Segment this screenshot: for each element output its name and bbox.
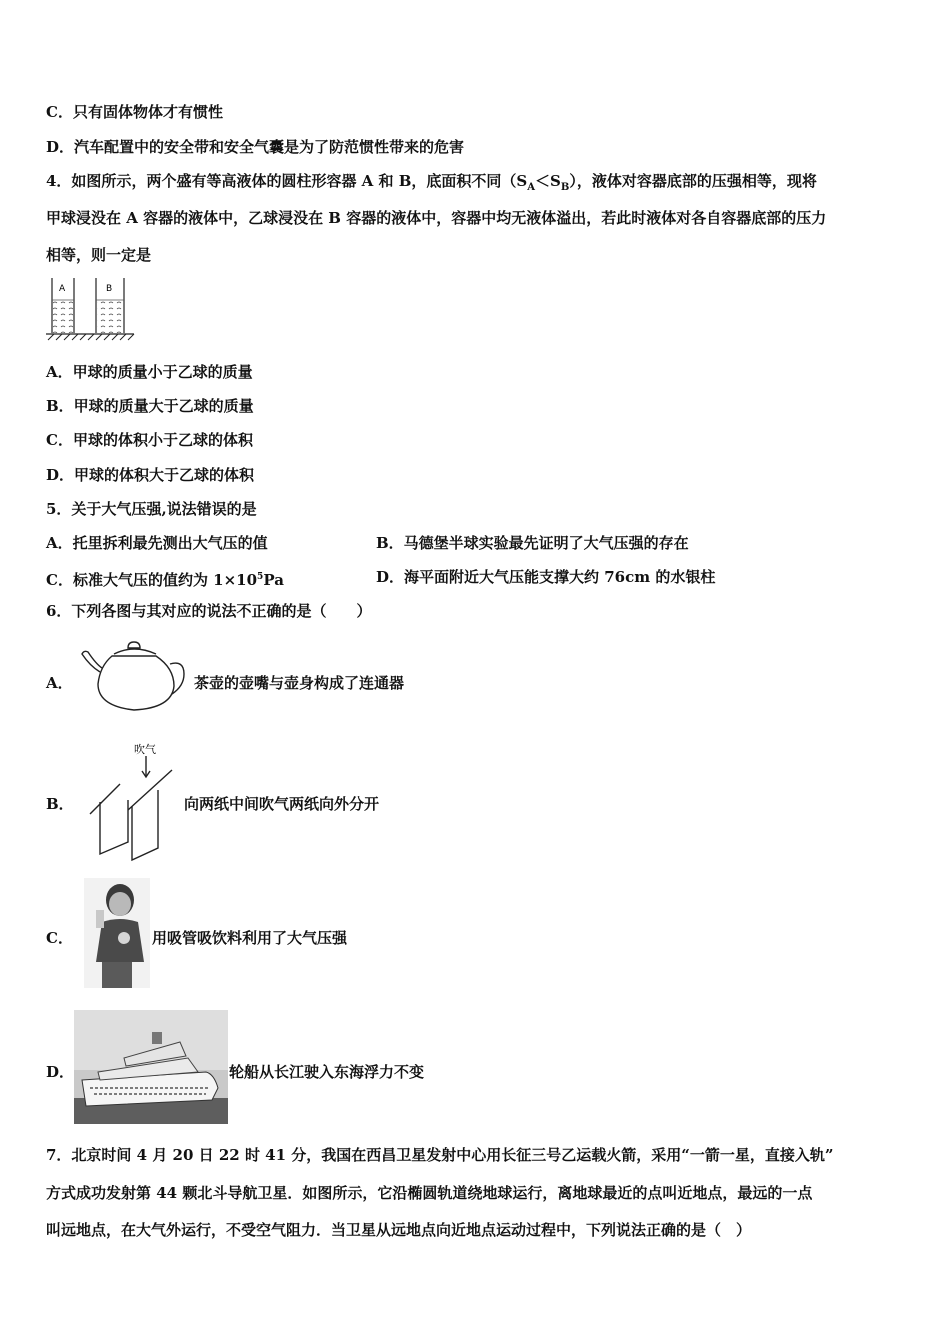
ship-figure xyxy=(74,1010,228,1124)
container-b-label: B xyxy=(106,284,113,294)
container-b xyxy=(96,278,124,333)
q7-stem-line3: 叫远地点，在大气外运行，不受空气阻力．当卫星从远地点向近地点运动过程中，下列说法正确的是（ ） xyxy=(46,1221,752,1239)
q5-option-c-text: C．标准大气压的值约为 1×10 xyxy=(46,571,258,589)
q3-option-d: D．汽车配置中的安全带和安全气囊是为了防范惯性带来的危害 xyxy=(46,138,465,156)
q4-stem-line3: 相等，则一定是 xyxy=(46,246,152,264)
q4-stem-line2: 甲球浸没在 A 容器的液体中，乙球浸没在 B 容器的液体中，容器中均无液体溢出，若此时液体对各自容器底部的压力 xyxy=(46,209,827,227)
q4-stem-text-b: ），液体对容器底部的压强相等，现将 xyxy=(569,172,817,190)
boy-drinking-figure xyxy=(84,878,150,988)
q7-stem-line1: 7．北京时间 4 月 20 日 22 时 41 分，我国在西昌卫星发射中心用长征三号乙运载火箭，采用“一箭一星，直接入轨” xyxy=(46,1146,834,1164)
q7-stem-line2: 方式成功发射第 44 颗北斗导航卫星．如图所示，它沿椭圆轨道绕地球运行，离地球最近的点叫近地点，最远的一点 xyxy=(46,1184,813,1202)
teapot-figure xyxy=(78,638,190,716)
q6-option-b-letter: B． xyxy=(46,795,74,813)
container-a xyxy=(52,278,74,333)
q6-option-c-text: 用吸管吸饮料利用了大气压强 xyxy=(152,929,348,947)
q4-option-c: C．甲球的体积小于乙球的体积 xyxy=(46,431,253,449)
q4-subscript-a: A xyxy=(527,182,536,193)
q4-option-d: D．甲球的体积大于乙球的体积 xyxy=(46,466,255,484)
q4-containers-figure xyxy=(44,276,136,342)
q6-option-a-letter: A． xyxy=(46,674,73,692)
q6-option-a-text: 茶壶的壶嘴与壶身构成了连通器 xyxy=(194,674,405,692)
q6-stem: 6．下列各图与其对应的说法不正确的是（ ） xyxy=(46,602,372,620)
q6-option-d-letter: D． xyxy=(46,1063,75,1081)
blow-air-label: 吹气 xyxy=(134,743,156,756)
q5-option-a: A．托里拆利最先测出大气压的值 xyxy=(46,534,268,552)
q3-option-c: C．只有固体物体才有惯性 xyxy=(46,103,223,121)
q6-option-d-text: 轮船从长江驶入东海浮力不变 xyxy=(229,1063,425,1081)
q5-option-d: D．海平面附近大气压能支撑大约 76cm 的水银柱 xyxy=(376,568,716,586)
container-a-label: A xyxy=(59,284,66,294)
ground-hatch xyxy=(46,334,134,340)
q4-option-b: B．甲球的质量大于乙球的质量 xyxy=(46,397,254,415)
q6-option-b-text: 向两纸中间吹气两纸向外分开 xyxy=(184,795,380,813)
q4-stem-lt: ＜S xyxy=(535,172,561,190)
q5-option-c xyxy=(46,567,284,590)
q6-option-c-letter: C． xyxy=(46,929,73,947)
paper-sheets-figure xyxy=(84,740,180,862)
q4-subscript-b: B xyxy=(560,182,570,193)
q5-option-c-exponent: 5 xyxy=(257,572,264,582)
q4-stem-line1 xyxy=(46,171,817,198)
q5-option-b: B．马德堡半球实验最先证明了大气压强的存在 xyxy=(376,534,689,552)
q4-option-a: A．甲球的质量小于乙球的质量 xyxy=(46,363,253,381)
q5-option-c-unit: Pa xyxy=(263,571,284,589)
q5-stem: 5．关于大气压强,说法错误的是 xyxy=(46,500,257,518)
q4-stem-text-a: 4．如图所示，两个盛有等高液体的圆柱形容器 A 和 B，底面积不同（S xyxy=(46,172,528,190)
